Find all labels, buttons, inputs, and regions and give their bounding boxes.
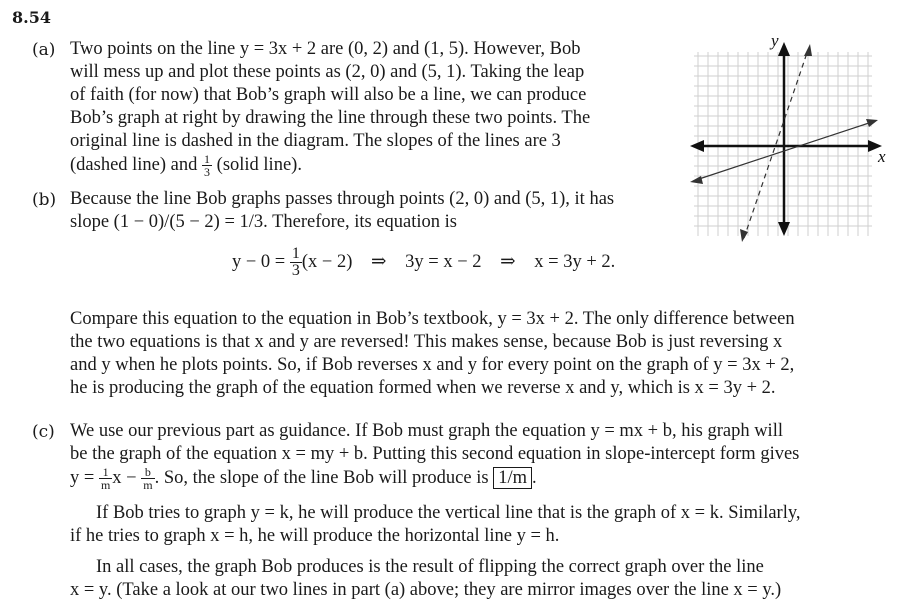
solid-line-arrow-left	[690, 176, 703, 184]
part-c-para-3-line-2: x = y. (Take a look at our two lines in part (a) above; they are mirror images over the line x = y.)	[70, 580, 782, 600]
part-c-line-3-start: y =	[70, 467, 95, 488]
part-a-line-4: Bob’s graph at right by drawing the line through these two points. The	[70, 108, 591, 128]
part-c-line-3-end: . So, the slope of the line Bob will produce is	[154, 467, 489, 488]
part-a-line-5: original line is dashed in the diagram. The slopes of the lines are 3	[70, 131, 561, 151]
fraction-one-over-m: $\frac{1}{m}$	[100, 465, 111, 492]
fraction-b-over-m: $\frac{b}{m}$	[143, 465, 153, 492]
part-b-line-1: Because the line Bob graphs passes through points (2, 0) and (5, 1), it has	[70, 189, 615, 209]
dashed-line-arrow-bottom	[740, 229, 748, 242]
x-axis-label: x	[878, 147, 886, 166]
part-a-line-6-end: (solid line).	[216, 154, 302, 175]
part-c-line-1: We use our previous part as guidance. If Bob must graph the equation y = mx + b, his graph will	[70, 421, 783, 441]
y-axis-label: y	[771, 31, 779, 50]
fraction-one-third: $\frac{1}{3}$	[204, 152, 211, 179]
part-a-line-2: will mess up and plot these points as (2, 0) and (5, 1). Taking the leap	[70, 62, 585, 82]
equation-after-fraction: (x − 2)	[301, 251, 353, 272]
part-c-label: (c)	[32, 422, 55, 442]
part-c-para-2	[70, 502, 900, 548]
part-a-line-1: Two points on the line y = 3x + 2 are (0, 2) and (1, 5). However, Bob	[70, 39, 581, 59]
compare-line-1: Compare this equation to the equation in Bob’s textbook, y = 3x + 2. The only difference between	[70, 309, 795, 329]
part-b-compare	[70, 308, 900, 400]
implies-arrow-2: ⇒	[500, 251, 516, 272]
part-c-para-3-line-1: In all cases, the graph Bob produces is the result of flipping the correct graph over the line	[96, 557, 764, 577]
implies-arrow-1: ⇒	[371, 251, 387, 272]
part-c-para-2-line-1: If Bob tries to graph y = k, he will produce the vertical line that is the graph of x = k. Similarly,	[96, 503, 801, 523]
compare-line-4: he is producing the graph of the equation formed when we reverse x and y, which is x = 3y + 2.	[70, 378, 776, 398]
part-a-text	[70, 38, 680, 178]
dashed-line-arrow-top	[804, 44, 812, 56]
x-axis-left-arrow	[690, 140, 704, 152]
part-c-para-2-line-2: if he tries to graph x = h, he will produce the horizontal line y = h.	[70, 526, 560, 546]
compare-line-3: and y when he plots points. So, if Bob reverses x and y for every point on the graph of y = 3x + 2,	[70, 355, 795, 375]
line-graph	[688, 30, 898, 244]
part-b-equation	[232, 246, 615, 279]
equation-right: x = 3y + 2.	[534, 251, 616, 272]
part-a-line-3: of faith (for now) that Bob’s graph will also be a line, we can produce	[70, 85, 587, 105]
part-b-label: (b)	[32, 190, 57, 210]
part-b-line-2: slope (1 − 0)/(5 − 2) = 1/3. Therefore, its equation is	[70, 212, 458, 232]
part-c-text	[70, 420, 900, 491]
equation-fraction: $\frac{1}{3}$	[291, 245, 300, 279]
equation-middle: 3y = x − 2	[405, 251, 482, 272]
problem-number: 8.54	[12, 8, 51, 27]
part-a-line-6	[70, 153, 680, 178]
part-c-line-2: be the graph of the equation x = my + b. Putting this second equation in slope-intercept form gives	[70, 444, 800, 464]
boxed-answer: 1/m	[493, 467, 532, 489]
part-c-x-minus: x −	[112, 467, 137, 488]
answer-tail: .	[531, 467, 537, 488]
part-b-text	[70, 188, 680, 234]
part-a-line-6-start: (dashed line) and	[70, 154, 198, 175]
part-c-line-3	[70, 466, 900, 491]
part-c-para-3	[70, 556, 900, 602]
equation-left: y − 0 =	[232, 251, 286, 272]
compare-line-2: the two equations is that x and y are reversed! This makes sense, because Bob is just reversing x	[70, 332, 783, 352]
part-a-label: (a)	[32, 40, 56, 60]
y-axis-top-arrow	[778, 42, 790, 56]
